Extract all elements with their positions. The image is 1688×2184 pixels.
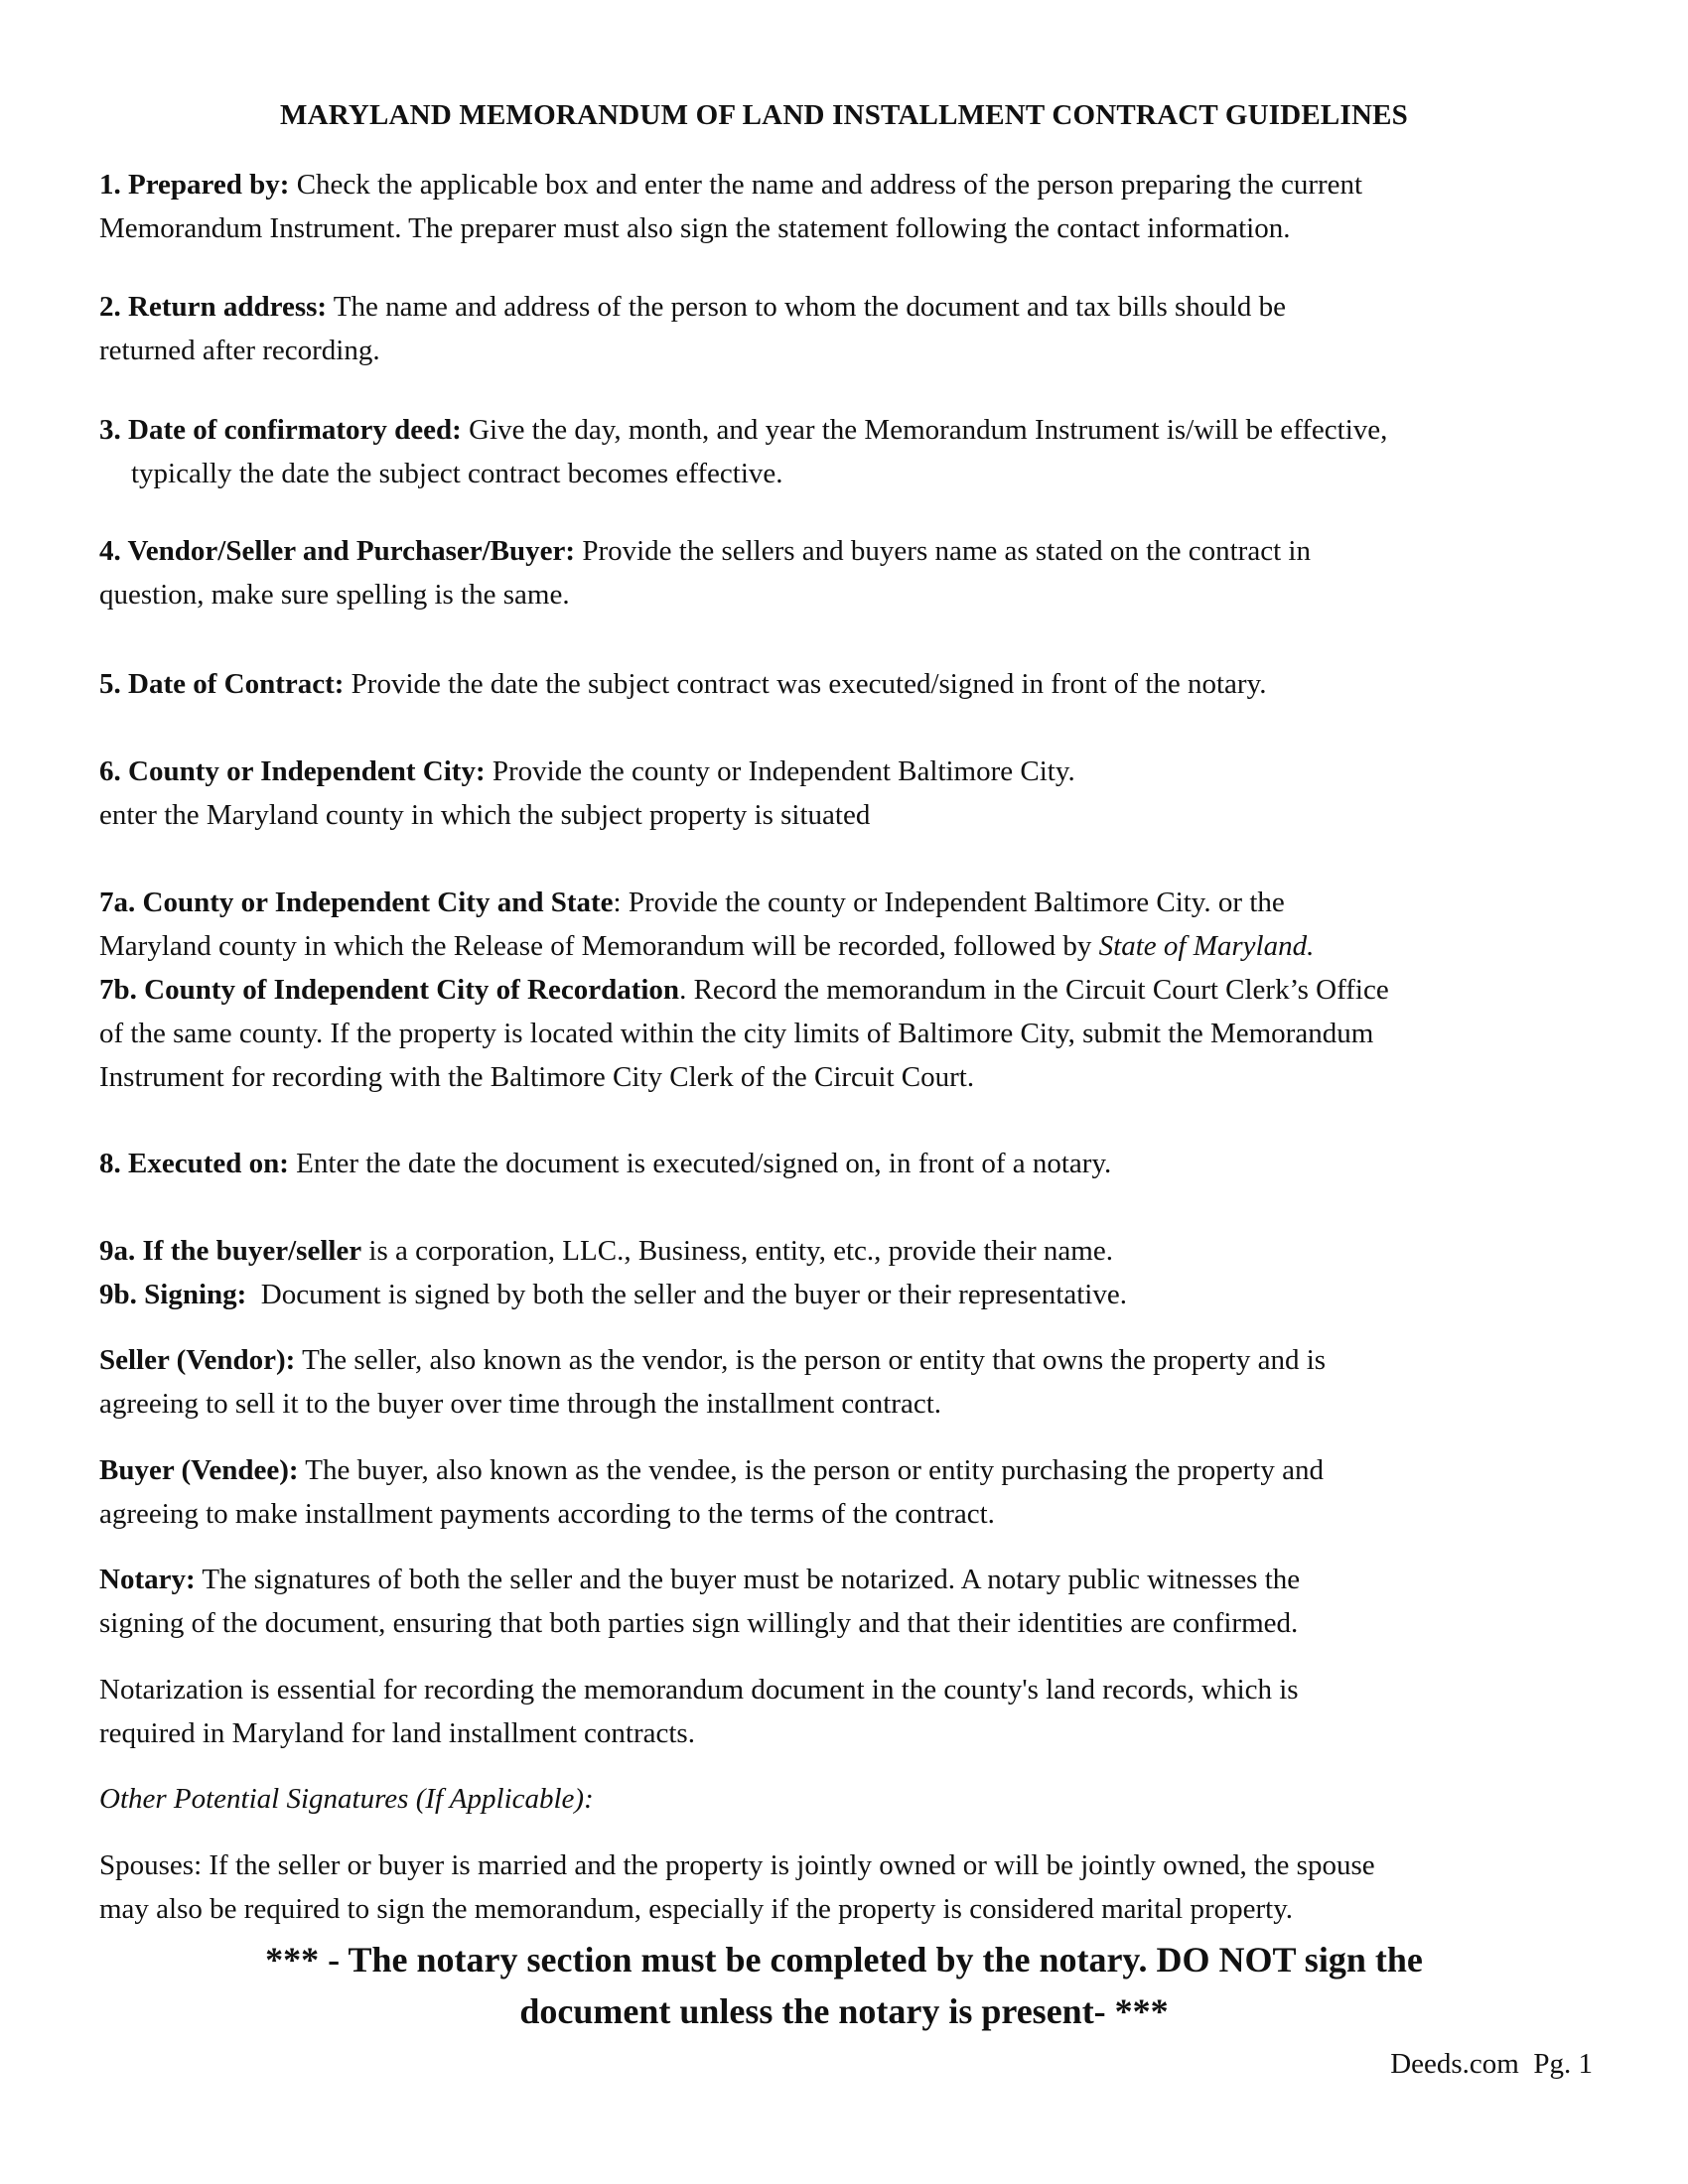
page-number: Pg. 1: [1533, 2048, 1593, 2080]
item-text: Spouses: If the seller or buyer is married and the property is jointly owned or will be jointly owned, the spouse: [99, 1849, 1375, 1881]
item-label: 1. Prepared by:: [99, 169, 290, 201]
item-other-signatures: [99, 1777, 1599, 1821]
item-label: 3. Date of confirmatory deed:: [99, 414, 462, 446]
item-label: 8. Executed on:: [99, 1148, 289, 1179]
item-notarization: [99, 1668, 1599, 1755]
item-text: enter the Maryland county in which the subject property is situated: [99, 799, 871, 831]
item-county: [99, 750, 1599, 837]
item-label: Seller (Vendor):: [99, 1344, 296, 1376]
item-text: Provide the date the subject contract was executed/signed in front of the notary.: [344, 668, 1267, 700]
item-text: agreeing to make installment payments according to the terms of the contract.: [99, 1498, 995, 1530]
item-label: 7a. County or Independent City and State: [99, 887, 614, 918]
item-spouses: [99, 1843, 1599, 1931]
item-text: required in Maryland for land installment contracts.: [99, 1717, 695, 1749]
item-return-address: [99, 285, 1599, 372]
item-date-of-contract: [99, 662, 1599, 706]
item-label: 4. Vendor/Seller and Purchaser/Buyer:: [99, 535, 576, 567]
item-text: Enter the date the document is executed/signed on, in front of a notary.: [288, 1148, 1112, 1179]
item-text: Maryland county in which the Release of Memorandum will be recorded, followed by: [99, 930, 1099, 962]
item-text: The buyer, also known as the vendee, is the person or entity purchasing the property and: [298, 1454, 1324, 1486]
item-text: Provide the county or Independent Baltimore City.: [485, 755, 1075, 787]
footer-brand: Deeds.com: [1390, 2048, 1519, 2080]
item-date-of-deed: [99, 408, 1599, 495]
page-title: MARYLAND MEMORANDUM OF LAND INSTALLMENT CONTRACT GUIDELINES: [280, 99, 1408, 131]
warning-line: *** - The notary section must be completed by the notary. DO NOT sign the: [265, 1940, 1423, 1979]
item-text: Memorandum Instrument. The preparer must also sign the statement following the contact information.: [99, 212, 1291, 244]
item-vendor-purchaser: [99, 529, 1599, 616]
item-text: question, make sure spelling is the same.: [99, 579, 570, 611]
item-text: is a corporation, LLC., Business, entity, etc., provide their name.: [361, 1235, 1113, 1267]
page-footer: [1390, 2048, 1593, 2081]
state-name: State of Maryland.: [1098, 930, 1315, 962]
item-text: Check the applicable box and enter the name and address of the person preparing the current: [289, 169, 1363, 201]
item-label: 5. Date of Contract:: [99, 668, 345, 700]
item-text: returned after recording.: [99, 335, 380, 366]
item-county-state: [99, 881, 1599, 1099]
item-text: Notarization is essential for recording the memorandum document in the county's land records, which is: [99, 1674, 1299, 1706]
item-label: 9b. Signing:: [99, 1279, 247, 1310]
item-executed-on: [99, 1142, 1599, 1185]
item-text: : Provide the county or Independent Baltimore City. or the: [613, 887, 1285, 918]
item-notary: [99, 1558, 1599, 1645]
item-text: signing of the document, ensuring that both parties sign willingly and that their identities are confirmed.: [99, 1607, 1299, 1639]
item-text: The name and address of the person to whom the document and tax bills should be: [327, 291, 1286, 323]
item-label: 6. County or Independent City:: [99, 755, 486, 787]
item-text: may also be required to sign the memorandum, especially if the property is considered marital property.: [99, 1893, 1294, 1925]
item-text: agreeing to sell it to the buyer over time through the installment contract.: [99, 1388, 942, 1420]
item-text: The seller, also known as the vendor, is the person or entity that owns the property and is: [295, 1344, 1327, 1376]
item-text: typically the date the subject contract becomes effective.: [131, 458, 783, 489]
item-text: Give the day, month, and year the Memorandum Instrument is/will be effective,: [461, 414, 1388, 446]
notary-warning: [0, 1934, 1688, 2037]
item-text: . Record the memorandum in the Circuit Court Clerk’s Office: [679, 974, 1389, 1006]
item-text: Provide the sellers and buyers name as stated on the contract in: [575, 535, 1311, 567]
item-seller-vendor: [99, 1338, 1599, 1426]
warning-line: document unless the notary is present- ***: [519, 1991, 1169, 2031]
item-buyer-seller-entity: [99, 1229, 1599, 1316]
item-label: 2. Return address:: [99, 291, 328, 323]
item-prepared-by: [99, 163, 1599, 250]
item-buyer-vendee: [99, 1448, 1599, 1536]
item-label: 9a. If the buyer/seller: [99, 1235, 362, 1267]
item-text: Instrument for recording with the Baltimore City Clerk of the Circuit Court.: [99, 1061, 975, 1093]
item-label: Buyer (Vendee):: [99, 1454, 299, 1486]
item-text: The signatures of both the seller and the buyer must be notarized. A notary public witnesses the: [195, 1564, 1301, 1595]
item-label: Notary:: [99, 1564, 196, 1595]
item-text: of the same county. If the property is located within the city limits of Baltimore City, submit the Memorandum: [99, 1018, 1374, 1049]
item-label: 7b. County of Independent City of Recordation: [99, 974, 680, 1006]
item-text: Other Potential Signatures (If Applicable):: [99, 1783, 594, 1815]
item-text: Document is signed by both the seller and the buyer or their representative.: [246, 1279, 1127, 1310]
